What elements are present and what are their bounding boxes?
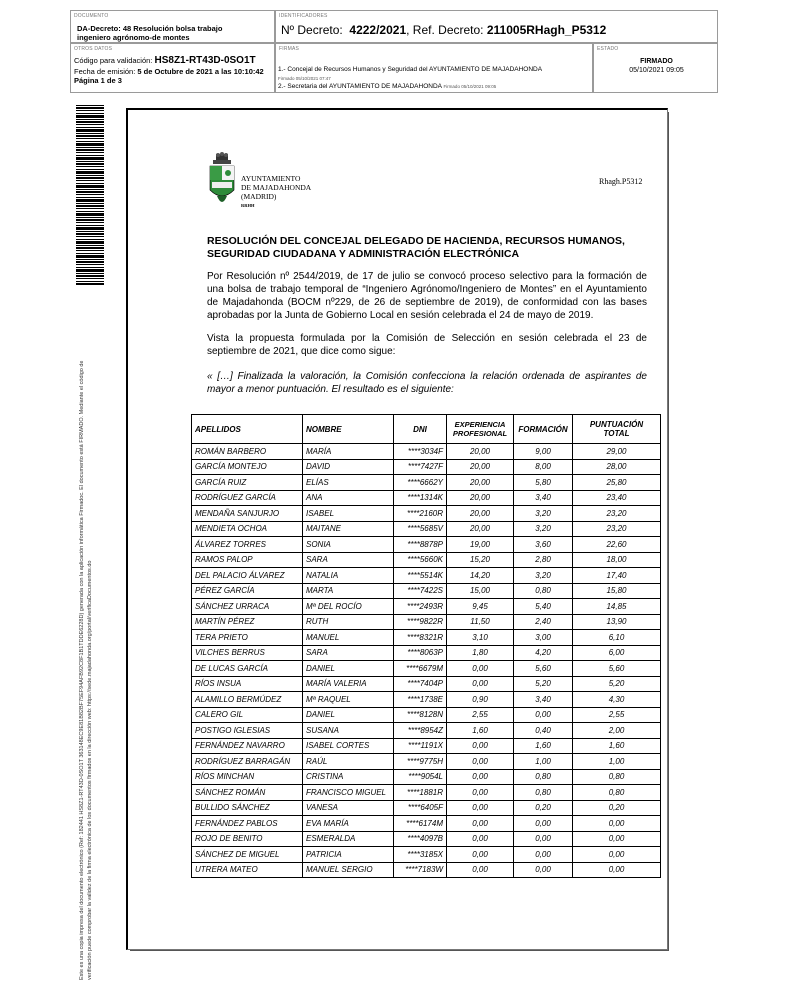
cell-dni: ****8128N [394,707,447,723]
cell-formacion: 0,80 [514,769,573,785]
cell-apellidos: ÁLVAREZ TORRES [192,537,303,553]
table-row [192,661,661,677]
side-text-line-2: verificación puede comprobar la validez de la firma electrónica de los documentos firmados en la dirección web: https://sede.majadahonda.org/portal/verificaDocumentos.do [87,560,93,980]
cell-formacion: 0,00 [514,707,573,723]
cell-experiencia: 0,00 [447,676,514,692]
estado-label: ESTADO [597,46,619,52]
table-row [192,769,661,785]
cell-formacion: 3,20 [514,568,573,584]
cell-experiencia: 0,00 [447,847,514,863]
cell-apellidos: FERNÁNDEZ NAVARRO [192,738,303,754]
table-row [192,490,661,506]
codigo-value: HS8Z1-RT43D-0SO1T [154,55,256,66]
cell-experiencia: 0,00 [447,754,514,770]
results-table [191,414,661,878]
table-row [192,723,661,739]
cell-dni: ****9822R [394,614,447,630]
cell-nombre: ISABEL [303,506,394,522]
cell-puntuacion: 2,00 [573,723,661,739]
cell-dni: ****7427F [394,459,447,475]
cell-dni: ****6679M [394,661,447,677]
table-row [192,521,661,537]
table-row [192,506,661,522]
cell-experiencia: 2,55 [447,707,514,723]
cell-nombre: EVA MARÍA [303,816,394,832]
cell-dni: ****6174M [394,816,447,832]
cell-nombre: SONIA [303,537,394,553]
cell-experiencia: 20,00 [447,444,514,460]
otros-datos-box [70,43,275,93]
table-row [192,676,661,692]
cell-dni: ****8321R [394,630,447,646]
firma-1-date: Firmado 05/10/2021 07:47 [278,76,331,81]
cell-nombre: MAITANE [303,521,394,537]
cell-formacion: 0,40 [514,723,573,739]
cell-dni: ****6405F [394,800,447,816]
cell-apellidos: TERA PRIETO [192,630,303,646]
cell-formacion: 5,80 [514,475,573,491]
cell-dni: ****7183W [394,862,447,878]
cell-apellidos: UTRERA MATEO [192,862,303,878]
documento-label: DOCUMENTO [74,13,109,19]
cell-formacion: 2,80 [514,552,573,568]
letterhead [241,174,311,210]
cell-nombre: SARA [303,552,394,568]
cell-dni: ****3185X [394,847,447,863]
cell-formacion: 0,00 [514,816,573,832]
cell-nombre: MARÍA VALERIA [303,676,394,692]
table-row [192,800,661,816]
table-row [192,862,661,878]
cell-apellidos: RAMOS PALOP [192,552,303,568]
table-row [192,645,661,661]
estado-box [593,43,718,93]
table-row [192,444,661,460]
cell-dni: ****6662Y [394,475,447,491]
letterhead-dept: RRHH [241,203,255,208]
table-row [192,583,661,599]
cell-experiencia: 11,50 [447,614,514,630]
cell-experiencia: 0,00 [447,769,514,785]
cell-puntuacion: 6,10 [573,630,661,646]
cell-puntuacion: 17,40 [573,568,661,584]
firma-1-text: 1.- Concejal de Recursos Humanos y Seguridad del AYUNTAMIENTO DE MAJADAHONDA [278,66,543,73]
cell-puntuacion: 23,40 [573,490,661,506]
cell-formacion: 8,00 [514,459,573,475]
table-row [192,692,661,708]
table-header-row [192,415,661,444]
cell-experiencia: 20,00 [447,459,514,475]
col-experiencia: EXPERIENCIA PROFESIONAL [447,415,514,444]
cell-dni: ****4097B [394,831,447,847]
cell-formacion: 5,40 [514,599,573,615]
cell-dni: ****5514K [394,568,447,584]
cell-puntuacion: 13,90 [573,614,661,630]
decreto-num: 4222/2021 [349,23,407,37]
cell-puntuacion: 1,60 [573,738,661,754]
cell-dni: ****8063P [394,645,447,661]
cell-nombre: CRISTINA [303,769,394,785]
cell-experiencia: 15,20 [447,552,514,568]
cell-formacion: 1,60 [514,738,573,754]
cell-formacion: 3,20 [514,521,573,537]
cell-dni: ****3034F [394,444,447,460]
cell-apellidos: GARCÍA RUIZ [192,475,303,491]
codigo-validacion [74,56,256,65]
cell-experiencia: 20,00 [447,521,514,537]
cell-puntuacion: 0,00 [573,862,661,878]
cell-dni: ****9054L [394,769,447,785]
decreto-number [281,23,606,37]
cell-formacion: 3,00 [514,630,573,646]
cell-nombre: MANUEL [303,630,394,646]
cell-nombre: DANIEL [303,707,394,723]
cell-puntuacion: 2,55 [573,707,661,723]
cell-apellidos: POSTIGO IGLESIAS [192,723,303,739]
fecha-value: 5 de Octubre de 2021 a las 10:10:42 [137,67,264,76]
cell-apellidos: SÁNCHEZ DE MIGUEL [192,847,303,863]
paragraph-1: Por Resolución nº 2544/2019, de 17 de julio se convocó proceso selectivo para la formación de una bolsa de trabajo temporal de “Ingeniero Agrónomo/Ingeniero de Montes” en el Ayuntamiento de Majadahonda (BOCM nº229, de 26 de septiembre de 2019), de conformidad con las bases aprobadas por la Junta de Gobierno Local en sesión celebrada el 24 de mayo de 2019. [207,271,647,321]
cell-puntuacion: 0,00 [573,847,661,863]
cell-puntuacion: 28,00 [573,459,661,475]
table-row [192,738,661,754]
pagina: Página 1 de 3 [74,76,122,85]
cell-apellidos: CALERO GIL [192,707,303,723]
cell-formacion: 1,00 [514,754,573,770]
cell-apellidos: RODRÍGUEZ BARRAGÁN [192,754,303,770]
cell-formacion: 0,00 [514,847,573,863]
col-puntuacion: PUNTUACIÓN TOTAL [573,415,661,444]
cell-puntuacion: 0,00 [573,816,661,832]
table-row [192,475,661,491]
cell-nombre: ELÍAS [303,475,394,491]
cell-nombre: Mª RAQUEL [303,692,394,708]
cell-dni: ****5660K [394,552,447,568]
fecha-label: Fecha de emisión: [74,67,136,76]
cell-dni: ****1881R [394,785,447,801]
table-row [192,707,661,723]
cell-experiencia: 0,00 [447,816,514,832]
documento-value: DA-Decreto: 48 Resolución bolsa trabajo ingeniero agrónomo-de montes [77,24,223,42]
col-apellidos: APELLIDOS [192,415,303,444]
letterhead-line-3: (MADRID) [241,192,277,201]
resolution-title: RESOLUCIÓN DEL CONCEJAL DELEGADO DE HACIENDA, RECURSOS HUMANOS, SEGURIDAD CIUDADANA Y ADMINISTRACIÓN ELECTRÓNICA [207,235,625,260]
cell-apellidos: SÁNCHEZ URRACA [192,599,303,615]
cell-experiencia: 20,00 [447,475,514,491]
cell-puntuacion: 29,00 [573,444,661,460]
cell-puntuacion: 23,20 [573,521,661,537]
cell-dni: ****8878P [394,537,447,553]
cell-formacion: 4,20 [514,645,573,661]
cell-experiencia: 9,45 [447,599,514,615]
cell-formacion: 3,40 [514,490,573,506]
firmas-label: FIRMAS [279,46,300,52]
cell-formacion: 3,60 [514,537,573,553]
cell-dni: ****2160R [394,506,447,522]
cell-formacion: 0,00 [514,862,573,878]
table-row [192,630,661,646]
cell-experiencia: 20,00 [447,506,514,522]
cell-experiencia: 19,00 [447,537,514,553]
cell-experiencia: 0,00 [447,862,514,878]
cell-apellidos: ROJO DE BENITO [192,831,303,847]
cell-nombre: VANESA [303,800,394,816]
firma-1 [278,65,542,83]
col-dni: DNI [394,415,447,444]
cell-experiencia: 0,90 [447,692,514,708]
letterhead-line-1: AYUNTAMIENTO [241,174,301,183]
paragraph-3: « […] Finalizada la valoración, la Comisión confecciona la relación ordenada de aspirantes de mayor a menor puntuación. El resultado es el siguiente: [207,371,647,395]
cell-dni: ****5685V [394,521,447,537]
cell-apellidos: RODRÍGUEZ GARCÍA [192,490,303,506]
table-row [192,754,661,770]
table-row [192,552,661,568]
cell-apellidos: RÍOS MINCHAN [192,769,303,785]
cell-nombre: RAÚL [303,754,394,770]
cell-apellidos: FERNÁNDEZ PABLOS [192,816,303,832]
cell-nombre: SARA [303,645,394,661]
cell-nombre: SUSANA [303,723,394,739]
cell-formacion: 9,00 [514,444,573,460]
cell-apellidos: MENDAÑA SANJURJO [192,506,303,522]
cell-dni: ****2493R [394,599,447,615]
firma-2 [278,82,496,91]
identificadores-box [275,10,718,43]
cell-apellidos: RÍOS INSUA [192,676,303,692]
cell-puntuacion: 18,00 [573,552,661,568]
table-row [192,816,661,832]
cell-experiencia: 3,10 [447,630,514,646]
cell-apellidos: MENDIETA OCHOA [192,521,303,537]
cell-apellidos: BULLIDO SÁNCHEZ [192,800,303,816]
ref-value: 211005RHagh_P5312 [486,23,607,37]
cell-formacion: 3,20 [514,506,573,522]
cell-formacion: 0,20 [514,800,573,816]
cell-dni: ****7422S [394,583,447,599]
paragraph-2: Vista la propuesta formulada por la Comisión de Selección en sesión celebrada el 23 de septiembre de 2021, que dice como sigue: [207,333,647,357]
table-row [192,459,661,475]
cell-nombre: MANUEL SERGIO [303,862,394,878]
cell-formacion: 0,00 [514,831,573,847]
cell-experiencia: 0,00 [447,831,514,847]
cell-nombre: ESMERALDA [303,831,394,847]
cell-puntuacion: 4,30 [573,692,661,708]
cell-nombre: Mª DEL ROCÍO [303,599,394,615]
cell-dni: ****8954Z [394,723,447,739]
codigo-label: Código para validación: [74,56,153,65]
cell-nombre: RUTH [303,614,394,630]
cell-nombre: MARÍA [303,444,394,460]
cell-dni: ****7404P [394,676,447,692]
table-row [192,614,661,630]
side-text-line-1: Este es una copia impresa del documento electrónico (Ref: 182441 HS8Z1-RT43D-0SO1T 363148EC9E81B82BF75EF94AFB92C8F1B1TDDE6228D) generada con la aplicación informática Firmadoc. El documento está FIRMADO. Mediante el código de [79,360,85,980]
cell-apellidos: GARCÍA MONTEJO [192,459,303,475]
col-nombre: NOMBRE [303,415,394,444]
cell-formacion: 5,60 [514,661,573,677]
cell-formacion: 0,80 [514,583,573,599]
cell-puntuacion: 0,00 [573,831,661,847]
cell-puntuacion: 25,80 [573,475,661,491]
cell-experiencia: 15,00 [447,583,514,599]
table-row [192,568,661,584]
cell-puntuacion: 6,00 [573,645,661,661]
cell-nombre: PATRICIA [303,847,394,863]
cell-experiencia: 1,80 [447,645,514,661]
verification-side-text [78,320,94,980]
firmas-box [275,43,593,93]
estado-value: FIRMADO [640,58,673,65]
cell-apellidos: PÉREZ GARCÍA [192,583,303,599]
cell-nombre: DAVID [303,459,394,475]
municipal-crest-icon [207,152,237,210]
table-row [192,599,661,615]
cell-dni: ****1738E [394,692,447,708]
letterhead-line-2: DE MAJADAHONDA [241,183,312,192]
ref-prefix: , Ref. Decreto: [406,23,484,37]
cell-puntuacion: 0,80 [573,785,661,801]
cell-formacion: 0,80 [514,785,573,801]
cell-puntuacion: 0,20 [573,800,661,816]
cell-puntuacion: 5,20 [573,676,661,692]
document-reference: Rhagh.P5312 [599,177,643,186]
cell-formacion: 5,20 [514,676,573,692]
cell-nombre: ANA [303,490,394,506]
cell-nombre: FRANCISCO MIGUEL [303,785,394,801]
cell-apellidos: ALAMILLO BERMÚDEZ [192,692,303,708]
fecha-emision [74,67,264,76]
cell-apellidos: DEL PALACIO ÁLVAREZ [192,568,303,584]
cell-formacion: 3,40 [514,692,573,708]
cell-dni: ****1191X [394,738,447,754]
cell-puntuacion: 14,85 [573,599,661,615]
cell-experiencia: 20,00 [447,490,514,506]
cell-experiencia: 14,20 [447,568,514,584]
table-row [192,831,661,847]
cell-puntuacion: 15,80 [573,583,661,599]
cell-puntuacion: 22,60 [573,537,661,553]
cell-apellidos: ROMÁN BARBERO [192,444,303,460]
cell-nombre: DANIEL [303,661,394,677]
cell-experiencia: 1,60 [447,723,514,739]
cell-formacion: 2,40 [514,614,573,630]
documento-box [70,10,275,43]
identificadores-label: IDENTIFICADORES [279,13,328,19]
cell-nombre: NATALIA [303,568,394,584]
estado-date: 05/10/2021 09:05 [629,67,684,74]
cell-dni: ****9775H [394,754,447,770]
cell-puntuacion: 0,80 [573,769,661,785]
table-row [192,847,661,863]
cell-apellidos: MARTÍN PÉREZ [192,614,303,630]
cell-experiencia: 0,00 [447,738,514,754]
otros-label: OTROS DATOS [74,46,113,52]
table-row [192,785,661,801]
cell-puntuacion: 5,60 [573,661,661,677]
cell-apellidos: SÁNCHEZ ROMÁN [192,785,303,801]
cell-experiencia: 0,00 [447,661,514,677]
cell-dni: ****1314K [394,490,447,506]
table-row [192,537,661,553]
decreto-prefix: Nº Decreto: [281,23,343,37]
col-formacion: FORMACIÓN [514,415,573,444]
firma-2-text: 2.- Secretaria del AYUNTAMIENTO DE MAJADAHONDA [278,83,442,90]
cell-puntuacion: 1,00 [573,754,661,770]
cell-apellidos: DE LUCAS GARCÍA [192,661,303,677]
cell-nombre: ISABEL CORTES [303,738,394,754]
cell-puntuacion: 23,20 [573,506,661,522]
barcode-image [76,105,104,285]
cell-experiencia: 0,00 [447,785,514,801]
cell-experiencia: 0,00 [447,800,514,816]
cell-nombre: MARTA [303,583,394,599]
firma-2-date: Firmado 05/10/2021 09:05 [443,84,497,89]
cell-apellidos: VILCHES BERRUS [192,645,303,661]
